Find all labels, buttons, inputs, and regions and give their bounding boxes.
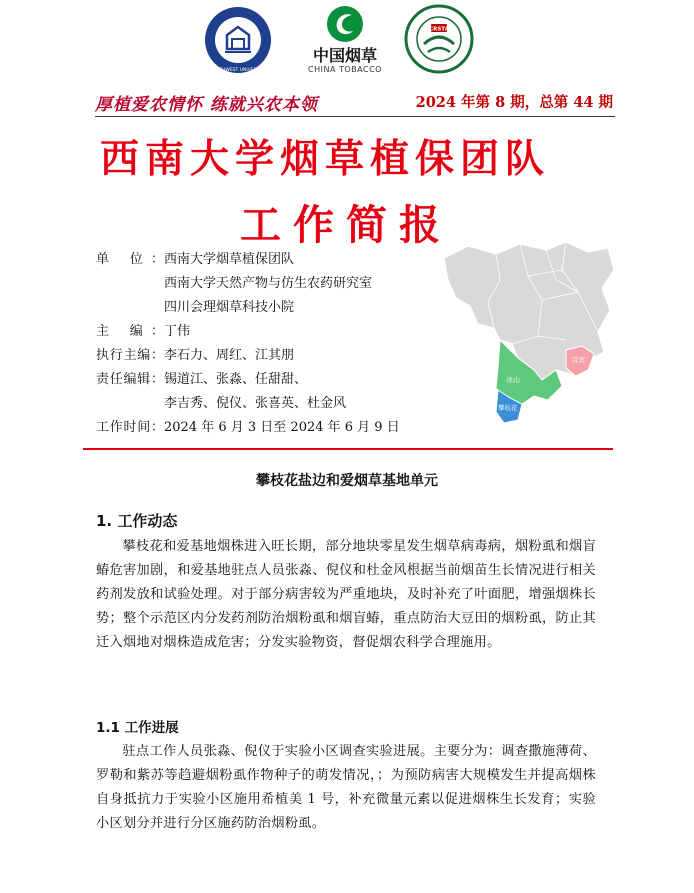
heading-1-1: 1.1 工作进展 <box>96 720 179 736</box>
resp-label: 责任编辑： <box>96 372 164 387</box>
swu-ring-text: SOUTHWEST UNIVERSITY <box>209 68 267 73</box>
info-unit <box>96 250 294 270</box>
unit-3: 四川会理烟草科技小院 <box>164 300 295 315</box>
exec-label: 执行主编： <box>96 348 164 363</box>
southwest-university-logo <box>203 5 273 75</box>
resp-value-1: 锡道江、张淼、任甜甜、 <box>164 372 308 387</box>
heading-1: 1. 工作动态 <box>96 512 178 530</box>
unit-2: 西南大学天然产物与仿生农药研究室 <box>164 276 373 291</box>
crsta-text: CRSTA <box>429 26 449 33</box>
info-resp <box>96 370 307 390</box>
unit-1: 西南大学烟草植保团队 <box>164 252 295 267</box>
divider-line <box>83 448 613 450</box>
info-editor <box>96 322 190 342</box>
tobacco-leaf-icon <box>325 4 365 44</box>
info-unit-3 <box>164 298 294 318</box>
section-title: 攀枝花盐边和爱烟草基地单元 <box>256 473 438 489</box>
info-resp-2 <box>164 394 346 414</box>
header-bar <box>95 90 615 117</box>
paragraph-2: 驻点工作人员张淼、倪仪于实验小区调查实验进展。主要分为：调查撒施薄荷、罗勒和紫苏等趋避烟粉虱作物种子的萌发情况，；为预防病害大规模发生并提高烟株自身抵抗力于实验小区施用希植美 1 号，补充微量元素以促进烟株生长发育；实验小区划分并进行分区施药防治烟粉虱。 <box>96 744 596 831</box>
china-tobacco-logo <box>300 4 390 80</box>
tobacco-en-text: CHINA TOBACCO <box>308 65 382 74</box>
sichuan-map <box>438 240 618 425</box>
editor-value: 丁伟 <box>164 324 191 339</box>
time-label: 工作时间： <box>96 420 164 435</box>
info-time <box>96 418 400 438</box>
map-label-yibin: 宜宾 <box>572 356 585 364</box>
exec-value: 李石力、周红、江其朋 <box>164 348 295 363</box>
unit-label: 单 位： <box>96 252 164 267</box>
page-title: 西南大学烟草植保团队 <box>100 136 551 182</box>
page-subtitle: 工作简报 <box>240 201 452 249</box>
map-label-panzhihua: 攀枝花 <box>498 404 518 412</box>
info-exec <box>96 346 294 366</box>
editor-label: 主 编： <box>96 324 164 339</box>
motto-text: 厚植爱农情怀 练就兴农本领 <box>95 95 318 115</box>
issue-number: 2024 年第 8 期，总第 44 期 <box>415 94 613 111</box>
map-label-liangshan: 凉山 <box>506 376 520 384</box>
paragraph-1: 攀枝花和爱基地烟株进入旺长期，部分地块零星发生烟草病毒病，烟粉虱和烟盲蝽危害加剧，和爱基地驻点人员张淼、倪仪和杜金风根据当前烟苗生长情况进行相关药剂发放和试验处理。对于部分病害较为严重地块，及时补充了叶面肥，增强烟株长势；整个示范区内分发药剂防治烟粉虱和烟盲蝽，重点防治大豆田的烟粉虱，防止其迁入烟地对烟株造成危害；分发实验物资，督促烟农科学合理施用。 <box>96 539 596 650</box>
resp-value-2: 李吉秀、倪仪、张喜英、杜金风 <box>164 396 347 411</box>
time-value: 2024 年 6 月 3 日至 2024 年 6 月 9 日 <box>164 420 400 435</box>
tobacco-cn-text: 中国烟草 <box>312 46 377 65</box>
crsta-logo <box>404 4 474 74</box>
info-unit-2 <box>164 274 372 294</box>
